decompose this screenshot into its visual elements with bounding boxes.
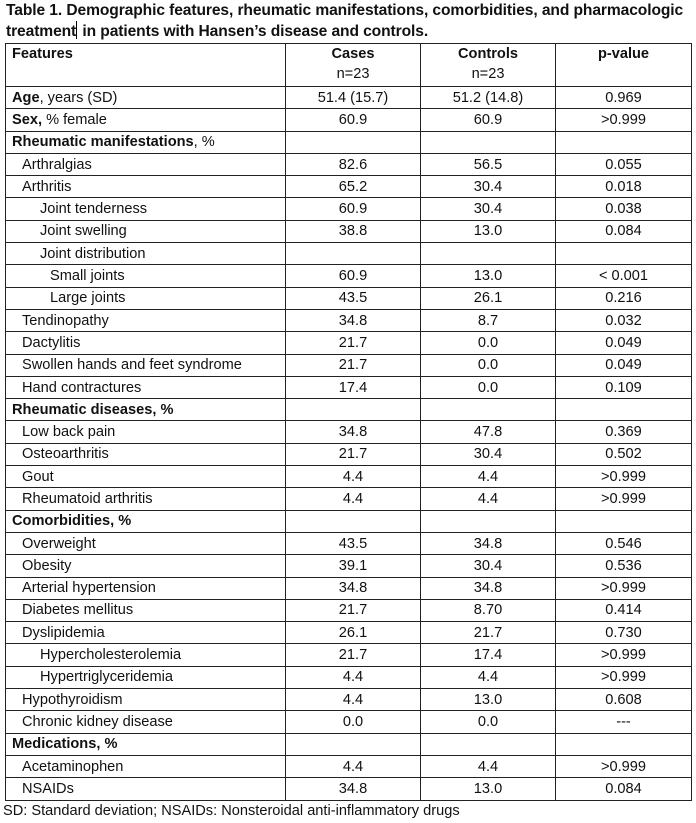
cases-cell [286, 131, 421, 153]
controls-cell: 30.4 [421, 555, 556, 577]
table-row [6, 532, 692, 554]
table-row [6, 354, 692, 376]
table-row [6, 443, 692, 465]
feature-label: Large joints [50, 290, 126, 307]
feature-cell [6, 532, 286, 554]
cases-cell [286, 243, 421, 265]
p-value-cell: 0.969 [556, 87, 692, 109]
header-p-value: p-value [556, 44, 692, 87]
feature-cell [6, 733, 286, 755]
table-row [6, 510, 692, 532]
feature-cell [6, 198, 286, 220]
table-row [6, 555, 692, 577]
p-value-cell: >0.999 [556, 466, 692, 488]
controls-cell [421, 399, 556, 421]
table-row [6, 376, 692, 398]
header-features: Features [6, 44, 286, 87]
feature-label: Dyslipidemia [22, 624, 105, 641]
p-value-cell: 0.502 [556, 443, 692, 465]
feature-label: % female [46, 111, 107, 128]
feature-label: Low back pain [22, 424, 116, 441]
controls-cell: 34.8 [421, 577, 556, 599]
p-value-cell: 0.414 [556, 599, 692, 621]
p-value-cell: >0.999 [556, 488, 692, 510]
p-value-cell: 0.032 [556, 309, 692, 331]
controls-cell: 30.4 [421, 176, 556, 198]
feature-cell [6, 332, 286, 354]
feature-cell [6, 265, 286, 287]
cases-cell: 0.0 [286, 711, 421, 733]
p-value-cell: >0.999 [556, 577, 692, 599]
table-caption [6, 1, 692, 42]
feature-cell [6, 176, 286, 198]
controls-cell: 4.4 [421, 755, 556, 777]
cases-cell: 4.4 [286, 466, 421, 488]
feature-label: Diabetes mellitus [22, 602, 134, 619]
table-row [6, 421, 692, 443]
feature-label-bold: Rheumatic diseases, % [12, 401, 174, 418]
p-value-cell: >0.999 [556, 666, 692, 688]
feature-cell [6, 711, 286, 733]
feature-cell [6, 644, 286, 666]
feature-cell [6, 376, 286, 398]
cases-cell: 4.4 [286, 666, 421, 688]
p-value-cell: 0.730 [556, 622, 692, 644]
feature-label: Arterial hypertension [22, 580, 156, 597]
controls-cell: 47.8 [421, 421, 556, 443]
feature-label: Swollen hands and feet syndrome [22, 357, 242, 374]
controls-cell: 13.0 [421, 778, 556, 800]
cases-cell: 34.8 [286, 577, 421, 599]
feature-cell [6, 488, 286, 510]
header-cases-label: Cases [331, 46, 375, 62]
cases-cell: 34.8 [286, 309, 421, 331]
cases-cell: 82.6 [286, 153, 421, 175]
p-value-cell: 0.055 [556, 153, 692, 175]
feature-cell [6, 689, 286, 711]
cases-cell [286, 510, 421, 532]
table-row [6, 711, 692, 733]
controls-cell: 8.70 [421, 599, 556, 621]
table-row [6, 666, 692, 688]
controls-cell: 0.0 [421, 332, 556, 354]
controls-cell: 30.4 [421, 443, 556, 465]
feature-cell [6, 443, 286, 465]
feature-label: Tendinopathy [22, 312, 109, 329]
controls-cell: 30.4 [421, 198, 556, 220]
feature-label: Hypertriglyceridemia [40, 669, 174, 686]
cases-cell: 21.7 [286, 354, 421, 376]
feature-label: Small joints [50, 268, 125, 285]
feature-cell [6, 243, 286, 265]
p-value-cell: >0.999 [556, 755, 692, 777]
feature-cell [6, 666, 286, 688]
feature-label: Overweight [22, 535, 96, 552]
feature-label: Hand contractures [22, 379, 142, 396]
p-value-cell: 0.084 [556, 220, 692, 242]
cases-cell: 4.4 [286, 689, 421, 711]
feature-cell [6, 510, 286, 532]
text-cursor [76, 21, 77, 39]
feature-cell [6, 599, 286, 621]
table-row [6, 131, 692, 153]
controls-cell: 4.4 [421, 488, 556, 510]
cases-cell [286, 399, 421, 421]
controls-cell [421, 733, 556, 755]
table-row [6, 466, 692, 488]
p-value-cell: 0.038 [556, 198, 692, 220]
cases-cell: 21.7 [286, 644, 421, 666]
cases-cell: 17.4 [286, 376, 421, 398]
cases-cell: 60.9 [286, 265, 421, 287]
feature-label: Rheumatoid arthritis [22, 490, 153, 507]
header-controls [421, 44, 556, 87]
p-value-cell: >0.999 [556, 644, 692, 666]
p-value-cell [556, 399, 692, 421]
controls-cell [421, 243, 556, 265]
table-row [6, 488, 692, 510]
feature-cell [6, 287, 286, 309]
feature-label: Chronic kidney disease [22, 713, 173, 730]
controls-cell: 21.7 [421, 622, 556, 644]
p-value-cell: 0.018 [556, 176, 692, 198]
cases-cell: 43.5 [286, 287, 421, 309]
feature-label-bold: Age [12, 89, 40, 106]
controls-cell: 56.5 [421, 153, 556, 175]
feature-label-bold: Sex, [12, 111, 47, 128]
cases-cell: 60.9 [286, 109, 421, 131]
cases-cell: 26.1 [286, 622, 421, 644]
feature-cell [6, 220, 286, 242]
table-row [6, 309, 692, 331]
table-row [6, 265, 692, 287]
cases-cell: 34.8 [286, 778, 421, 800]
cases-cell: 60.9 [286, 198, 421, 220]
feature-cell [6, 755, 286, 777]
feature-label: NSAIDs [22, 780, 74, 797]
controls-cell: 51.2 (14.8) [421, 87, 556, 109]
header-row [6, 44, 692, 87]
table-row [6, 332, 692, 354]
feature-cell [6, 309, 286, 331]
p-value-cell [556, 131, 692, 153]
controls-cell: 60.9 [421, 109, 556, 131]
header-cases-n: n=23 [336, 66, 370, 82]
table-row [6, 153, 692, 175]
table-row [6, 109, 692, 131]
table-row [6, 287, 692, 309]
feature-label: Arthritis [22, 178, 72, 195]
controls-cell: 0.0 [421, 376, 556, 398]
controls-cell: 34.8 [421, 532, 556, 554]
p-value-cell: 0.049 [556, 332, 692, 354]
cases-cell: 21.7 [286, 599, 421, 621]
controls-cell: 13.0 [421, 265, 556, 287]
table-body [6, 87, 692, 801]
table-row [6, 198, 692, 220]
cases-cell: 43.5 [286, 532, 421, 554]
p-value-cell: 0.369 [556, 421, 692, 443]
table-row [6, 733, 692, 755]
p-value-cell: 0.216 [556, 287, 692, 309]
feature-label: Joint distribution [40, 245, 146, 262]
controls-cell [421, 131, 556, 153]
feature-label: Hypercholesterolemia [40, 647, 182, 664]
controls-cell: 26.1 [421, 287, 556, 309]
table-row [6, 87, 692, 109]
feature-label: Dactylitis [22, 334, 81, 351]
table-row [6, 689, 692, 711]
header-controls-label: Controls [458, 46, 518, 62]
p-value-cell [556, 243, 692, 265]
feature-label: Arthralgias [22, 156, 92, 173]
p-value-cell: 0.536 [556, 555, 692, 577]
table-row [6, 399, 692, 421]
feature-cell [6, 555, 286, 577]
feature-cell [6, 577, 286, 599]
feature-label-bold: Comorbidities, % [12, 513, 132, 530]
feature-label-bold: Rheumatic manifestations [12, 134, 194, 151]
p-value-cell: 0.546 [556, 532, 692, 554]
p-value-cell: 0.049 [556, 354, 692, 376]
controls-cell: 17.4 [421, 644, 556, 666]
table-row [6, 176, 692, 198]
table-row [6, 644, 692, 666]
feature-cell [6, 131, 286, 153]
feature-label: Gout [22, 468, 54, 485]
feature-label: Obesity [22, 557, 72, 574]
feature-cell [6, 399, 286, 421]
feature-label-bold: Medications, % [12, 736, 118, 753]
p-value-cell: 0.084 [556, 778, 692, 800]
p-value-cell: --- [556, 711, 692, 733]
cases-cell: 65.2 [286, 176, 421, 198]
header-controls-n: n=23 [471, 66, 505, 82]
table-row [6, 599, 692, 621]
feature-label: Acetaminophen [22, 758, 124, 775]
caption-part-2: in patients with Hansen’s disease and controls. [78, 23, 429, 40]
p-value-cell [556, 510, 692, 532]
p-value-cell: >0.999 [556, 109, 692, 131]
cases-cell: 21.7 [286, 443, 421, 465]
controls-cell: 0.0 [421, 354, 556, 376]
feature-label: , % [193, 134, 215, 151]
feature-cell [6, 421, 286, 443]
feature-label: Joint tenderness [40, 201, 148, 218]
controls-cell: 4.4 [421, 466, 556, 488]
cases-cell: 39.1 [286, 555, 421, 577]
feature-cell [6, 354, 286, 376]
cases-cell [286, 733, 421, 755]
feature-label: Hypothyroidism [22, 691, 123, 708]
table-row [6, 778, 692, 800]
caption-part-1: Table 1. Demographic features, rheumatic manifestations, comorbidities, and pharmacologic treatment [6, 2, 684, 40]
controls-cell: 13.0 [421, 689, 556, 711]
demographics-table [5, 43, 692, 801]
table-row [6, 220, 692, 242]
p-value-cell: 0.109 [556, 376, 692, 398]
header-cases [286, 44, 421, 87]
feature-label: , years (SD) [39, 89, 118, 106]
table-row [6, 755, 692, 777]
cases-cell: 21.7 [286, 332, 421, 354]
cases-cell: 51.4 (15.7) [286, 87, 421, 109]
feature-cell [6, 109, 286, 131]
p-value-cell: 0.608 [556, 689, 692, 711]
controls-cell: 0.0 [421, 711, 556, 733]
controls-cell [421, 510, 556, 532]
p-value-cell [556, 733, 692, 755]
table-row [6, 622, 692, 644]
feature-label: Joint swelling [40, 223, 127, 240]
feature-label: Osteoarthritis [22, 446, 109, 463]
feature-cell [6, 87, 286, 109]
footnote: SD: Standard deviation; NSAIDs: Nonsteroidal anti-inflammatory drugs [3, 803, 460, 819]
cases-cell: 38.8 [286, 220, 421, 242]
cases-cell: 34.8 [286, 421, 421, 443]
controls-cell: 4.4 [421, 666, 556, 688]
feature-cell [6, 466, 286, 488]
feature-cell [6, 153, 286, 175]
table-row [6, 243, 692, 265]
controls-cell: 8.7 [421, 309, 556, 331]
cases-cell: 4.4 [286, 755, 421, 777]
feature-cell [6, 622, 286, 644]
controls-cell: 13.0 [421, 220, 556, 242]
cases-cell: 4.4 [286, 488, 421, 510]
feature-cell [6, 778, 286, 800]
table-row [6, 577, 692, 599]
p-value-cell: < 0.001 [556, 265, 692, 287]
